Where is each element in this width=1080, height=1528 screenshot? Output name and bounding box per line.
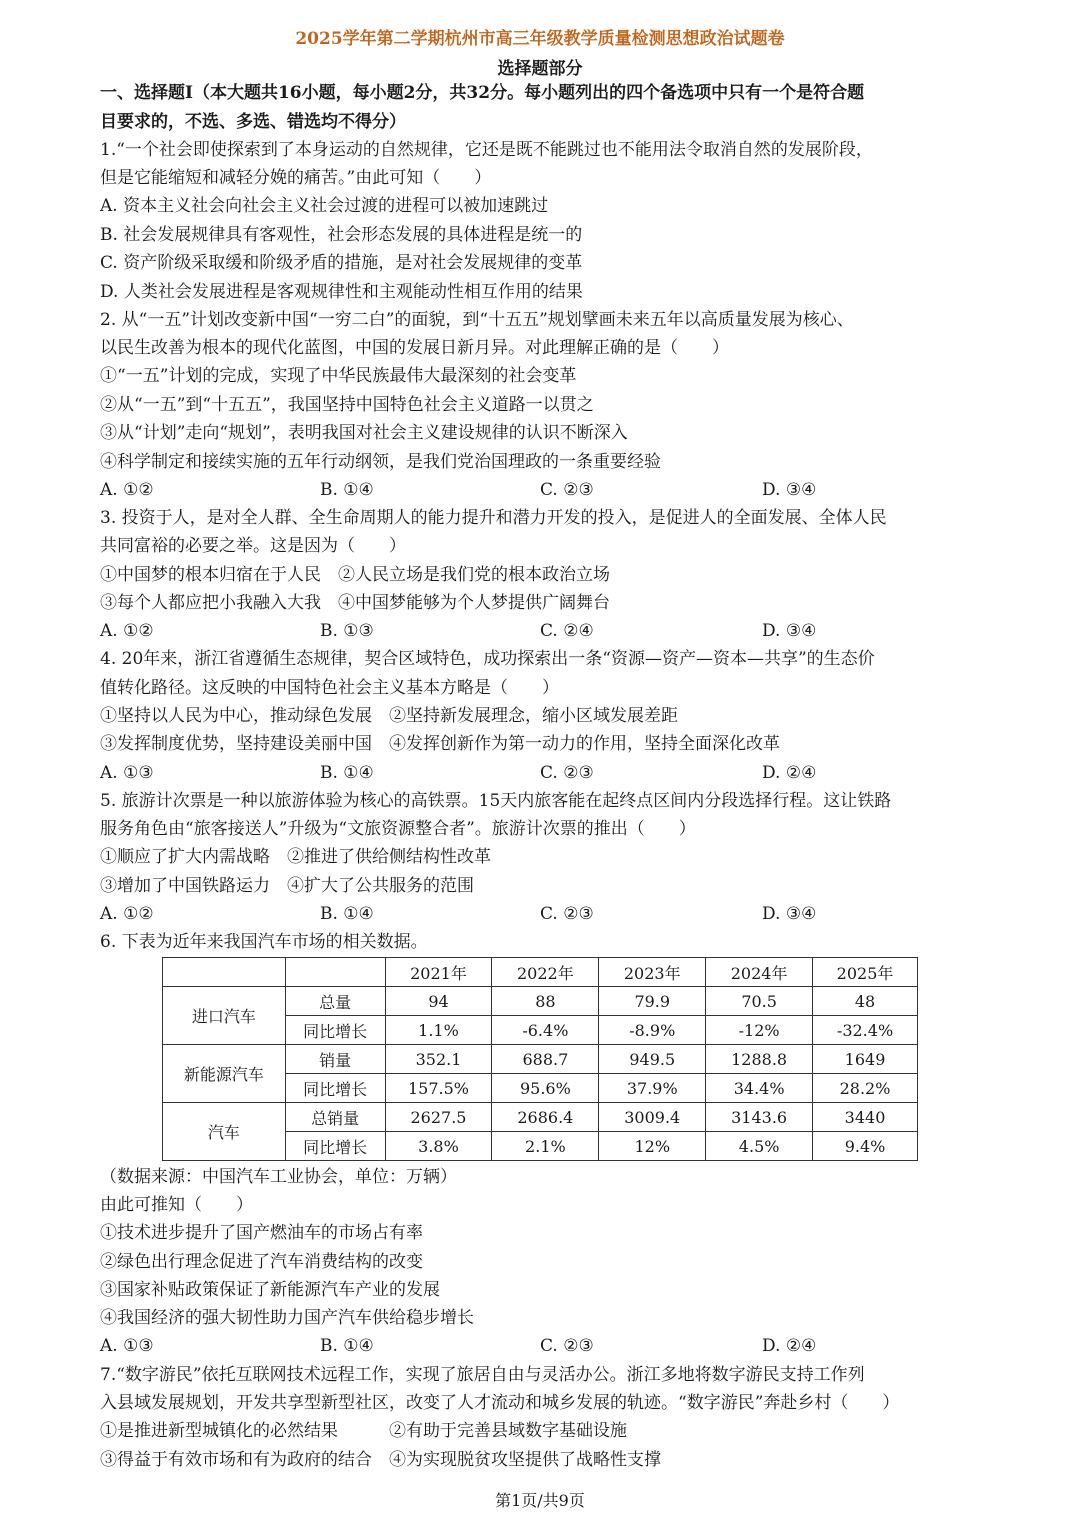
row-label: 销量 — [285, 1045, 385, 1074]
q6-statement-2: ②绿色出行理念促进了汽车消费结构的改变 — [100, 1252, 423, 1272]
q6-stem: 6. 下表为近年来我国汽车市场的相关数据。 — [100, 932, 428, 952]
year-header: 2024年 — [706, 958, 813, 987]
table-cell: 9.4% — [813, 1132, 918, 1161]
q3-stem: 3. 投资于人，是对全人群、全生命周期人的能力提升和潜力开发的投入，是促进人的全面发展、全体人民 — [100, 508, 887, 528]
table-cell: 28.2% — [813, 1074, 918, 1103]
q1-option-a: A. 资本主义社会向社会主义社会过渡的进程可以被加速跳过 — [100, 196, 549, 216]
q1-option-b: B. 社会发展规律具有客观性，社会形态发展的具体进程是统一的 — [100, 225, 583, 245]
q1-stem-cont: 但是它能缩短和减轻分娩的痛苦。”由此可知（ ） — [100, 168, 492, 188]
q3-option-c: C. ②④ — [540, 621, 594, 641]
q4-option-b: B. ①④ — [320, 763, 374, 783]
table-corner-cell — [285, 958, 385, 987]
table-cell: 157.5% — [385, 1074, 492, 1103]
q3-stem-cont: 共同富裕的必要之举。这是因为（ ） — [100, 536, 406, 556]
q7-stem-cont: 入县域发展规划，开发共享型新型社区，改变了人才流动和城乡发展的轨迹。“数字游民”奔赴乡村（ ） — [100, 1393, 900, 1413]
row-label: 同比增长 — [285, 1074, 385, 1103]
table-cell: 2.1% — [492, 1132, 599, 1161]
q4-option-a: A. ①③ — [100, 763, 154, 783]
q3-option-b: B. ①③ — [320, 621, 374, 641]
table-cell: 2627.5 — [385, 1103, 492, 1132]
q2-statement-3: ③从“计划”走向“规划”，表明我国对社会主义建设规律的认识不断深入 — [100, 423, 628, 443]
table-cell: 37.9% — [599, 1074, 706, 1103]
group-label: 新能源汽车 — [163, 1045, 286, 1103]
q7-statements-1-2: ①是推进新型城镇化的必然结果 ②有助于完善县域数字基础设施 — [100, 1421, 627, 1441]
table-cell: 3143.6 — [706, 1103, 813, 1132]
q4-option-c: C. ②③ — [540, 763, 594, 783]
q5-option-a: A. ①② — [100, 904, 154, 924]
table-cell: 688.7 — [492, 1045, 599, 1074]
table-header-row — [163, 958, 918, 987]
table-cell: 949.5 — [599, 1045, 706, 1074]
q5-statements-3-4: ③增加了中国铁路运力 ④扩大了公共服务的范围 — [100, 876, 474, 896]
year-header: 2022年 — [492, 958, 599, 987]
table-cell: 1288.8 — [706, 1045, 813, 1074]
q2-statement-4: ④科学制定和接续实施的五年行动纲领，是我们党治国理政的一条重要经验 — [100, 452, 661, 472]
group-label: 汽车 — [163, 1103, 286, 1161]
q5-option-c: C. ②③ — [540, 904, 594, 924]
year-header: 2023年 — [599, 958, 706, 987]
q3-option-a: A. ①② — [100, 621, 154, 641]
group-label: 进口汽车 — [163, 987, 286, 1045]
q4-statements-1-2: ①坚持以人民为中心，推动绿色发展 ②坚持新发展理念，缩小区域发展差距 — [100, 706, 678, 726]
q5-stem-cont: 服务角色由“旅客接送人”升级为“文旅资源整合者”。旅游计次票的推出（ ） — [100, 819, 696, 839]
table-cell: 95.6% — [492, 1074, 599, 1103]
q3-options — [100, 620, 990, 642]
q6-statement-4: ④我国经济的强大韧性助力国产汽车供给稳步增长 — [100, 1308, 474, 1328]
row-label: 总销量 — [285, 1103, 385, 1132]
table-cell: 2686.4 — [492, 1103, 599, 1132]
q5-option-b: B. ①④ — [320, 904, 374, 924]
q6-statement-3: ③国家补贴政策保证了新能源汽车产业的发展 — [100, 1280, 440, 1300]
section-instruction-cont: 目要求的，不选、多选、错选均不得分） — [100, 112, 406, 132]
table-cell: -8.9% — [599, 1016, 706, 1045]
q6-question: 由此可推知（ ） — [100, 1195, 253, 1215]
q7-stem: 7.“数字游民”依托互联网技术远程工作，实现了旅居自由与灵活办公。浙江多地将数字游民支持工作列 — [100, 1365, 865, 1385]
q6-option-b: B. ①④ — [320, 1336, 374, 1356]
table-cell: -32.4% — [813, 1016, 918, 1045]
table-corner-cell — [163, 958, 286, 987]
q2-statement-2: ②从“一五”到“十五五”，我国坚持中国特色社会主义道路一以贯之 — [100, 395, 594, 415]
q5-option-d: D. ③④ — [762, 904, 817, 924]
table-cell: 1.1% — [385, 1016, 492, 1045]
q5-options — [100, 903, 990, 925]
q2-stem-cont: 以民生改善为根本的现代化蓝图，中国的发展日新月异。对此理解正确的是（ ） — [100, 338, 729, 358]
q6-options — [100, 1335, 990, 1357]
page-number: 第1页/共9页 — [495, 1491, 585, 1510]
row-label: 同比增长 — [285, 1132, 385, 1161]
q4-statements-3-4: ③发挥制度优势，坚持建设美丽中国 ④发挥创新作为第一动力的作用，坚持全面深化改革 — [100, 734, 780, 754]
table-cell: 34.4% — [706, 1074, 813, 1103]
q5-statements-1-2: ①顺应了扩大内需战略 ②推进了供给侧结构性改革 — [100, 847, 491, 867]
exam-title: 2025学年第二学期杭州市高三年级教学质量检测思想政治试题卷 — [295, 29, 785, 49]
q2-stem: 2. 从“一五”计划改变新中国“一穷二白”的面貌，到“十五五”规划擘画未来五年以高质量发展为核心、 — [100, 310, 854, 330]
section-instruction: 一、选择题Ⅰ（本大题共16小题，每小题2分，共32分。每小题列出的四个备选项中只有一个是符合题 — [100, 83, 865, 103]
table-cell: 94 — [385, 987, 492, 1016]
table-cell: -12% — [706, 1016, 813, 1045]
q4-options — [100, 762, 990, 784]
q5-stem: 5. 旅游计次票是一种以旅游体验为核心的高铁票。15天内旅客能在起终点区间内分段选择行程。这让铁路 — [100, 791, 892, 811]
q4-stem-cont: 值转化路径。这反映的中国特色社会主义基本方略是（ ） — [100, 678, 559, 698]
year-header: 2025年 — [813, 958, 918, 987]
table-cell: -6.4% — [492, 1016, 599, 1045]
q3-option-d: D. ③④ — [762, 621, 817, 641]
q2-option-a: A. ①② — [100, 480, 154, 500]
table-cell: 3.8% — [385, 1132, 492, 1161]
q2-statement-1: ①“一五”计划的完成，实现了中华民族最伟大最深刻的社会变革 — [100, 366, 577, 386]
q4-option-d: D. ②④ — [762, 763, 817, 783]
q4-stem: 4. 20年来，浙江省遵循生态规律，契合区域特色，成功探索出一条“资源—资产—资本—共享”的生态价 — [100, 649, 875, 669]
q3-statements-3-4: ③每个人都应把小我融入大我 ④中国梦能够为个人梦提供广阔舞台 — [100, 593, 610, 613]
table-cell: 3009.4 — [599, 1103, 706, 1132]
row-label: 总量 — [285, 987, 385, 1016]
table-cell: 4.5% — [706, 1132, 813, 1161]
car-market-table — [162, 957, 918, 1161]
table-cell: 70.5 — [706, 987, 813, 1016]
table-cell: 352.1 — [385, 1045, 492, 1074]
q1-option-c: C. 资产阶级采取缓和阶级矛盾的措施，是对社会发展规律的变革 — [100, 253, 583, 273]
table-cell: 88 — [492, 987, 599, 1016]
table-row — [163, 987, 918, 1016]
q7-statements-3-4: ③得益于有效市场和有为政府的结合 ④为实现脱贫攻坚提供了战略性支撑 — [100, 1450, 661, 1470]
table-cell: 48 — [813, 987, 918, 1016]
table-cell: 79.9 — [599, 987, 706, 1016]
q2-option-d: D. ③④ — [762, 480, 817, 500]
section-subtitle: 选择题部分 — [497, 59, 583, 79]
q1-option-d: D. 人类社会发展进程是客观规律性和主观能动性相互作用的结果 — [100, 282, 583, 302]
q6-option-d: D. ②④ — [762, 1336, 817, 1356]
table-cell: 1649 — [813, 1045, 918, 1074]
q2-option-b: B. ①④ — [320, 480, 374, 500]
table-row — [163, 1103, 918, 1132]
table-cell: 12% — [599, 1132, 706, 1161]
q6-option-c: C. ②③ — [540, 1336, 594, 1356]
q3-statements-1-2: ①中国梦的根本归宿在于人民 ②人民立场是我们党的根本政治立场 — [100, 565, 610, 585]
q6-statement-1: ①技术进步提升了国产燃油车的市场占有率 — [100, 1223, 423, 1243]
q2-options — [100, 479, 990, 501]
table-cell: 3440 — [813, 1103, 918, 1132]
q2-option-c: C. ②③ — [540, 480, 594, 500]
q1-stem: 1.“一个社会即使探索到了本身运动的自然规律，它还是既不能跳过也不能用法令取消自然的发展阶段， — [100, 140, 873, 160]
row-label: 同比增长 — [285, 1016, 385, 1045]
q6-option-a: A. ①③ — [100, 1336, 154, 1356]
table-row — [163, 1045, 918, 1074]
year-header: 2021年 — [385, 958, 492, 987]
q6-data-source: （数据来源：中国汽车工业协会，单位：万辆） — [100, 1167, 457, 1187]
